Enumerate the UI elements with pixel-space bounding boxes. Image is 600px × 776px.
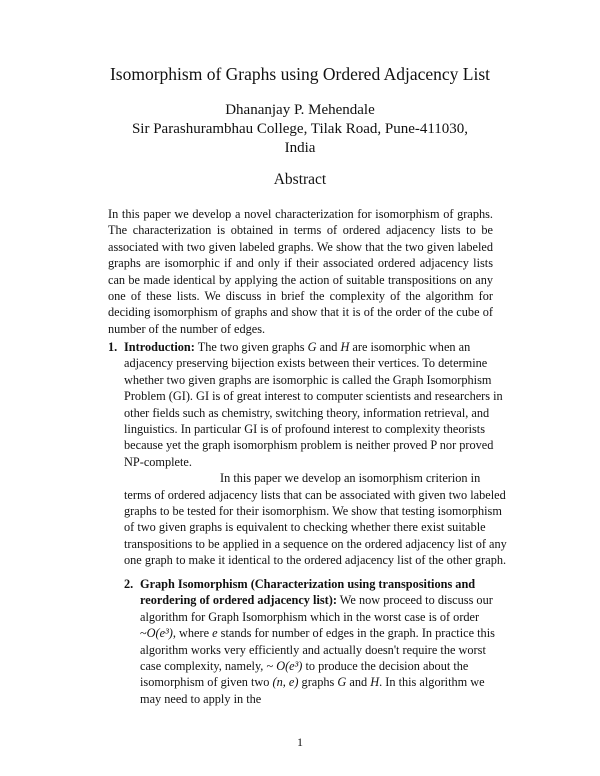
text-run: stands for number of edges in the graph. In practice this algorithm works very efficiently and actually doesn't require the worst case complexity, namely, ~ bbox=[140, 626, 495, 674]
section-number: 1. bbox=[108, 340, 118, 354]
affiliation-line-1: Sir Parashurambhau College, Tilak Road, Pune-411030, bbox=[131, 121, 469, 137]
affiliation-line-2: India bbox=[284, 140, 316, 156]
math-symbol: H bbox=[370, 675, 380, 690]
text-run: are isomorphic when an adjacency preserving bijection exists between their vertices. To determine whether two given graphs are isomorphic is called the Graph Isomorphism Problem (GI). GI is of great interest to computer scientists and researchers in other fields such as chemistry, switching theory, information retrieval, and linguistics. In particular GI is of profound interest to complexity theorists because yet the graph isomorphism problem is neither proved P nor proved NP-complete. bbox=[124, 340, 503, 469]
text-run: We now proceed to discuss our algorithm for Graph Isomorphism which in the worst case is of order ~ bbox=[140, 593, 493, 641]
section2-paragraph bbox=[140, 576, 508, 707]
section-introduction bbox=[108, 339, 508, 569]
text-run: , where bbox=[172, 626, 213, 641]
paper-title: Isomorphism of Graphs using Ordered Adjacency List bbox=[109, 64, 491, 84]
text-run: and bbox=[346, 675, 371, 690]
section-graph-isomorphism bbox=[124, 576, 508, 707]
math-expression: O(e³) bbox=[146, 626, 173, 641]
math-expression: O(e³) bbox=[276, 659, 303, 674]
text-run: and bbox=[316, 340, 341, 354]
section-number: 2. bbox=[124, 577, 134, 591]
intro-paragraph-2: In this paper we develop an isomorphism criterion in terms of ordered adjacency lists that can be associated with given two labeled graphs to be tested for their isomorphism. We show that testing isomorphism of two given graphs is equivalent to checking whether there exist suitable transpositions to be applied in a sequence on the ordered adjacency list of any one graph to make it identical to the ordered adjacency list of the other graph. bbox=[124, 471, 507, 568]
text-run: . In this algorithm we may need to apply in the bbox=[140, 675, 485, 706]
author-name: Dhananjay P. Mehendale bbox=[225, 102, 375, 118]
math-symbol: e bbox=[212, 626, 218, 641]
intro-paragraph-1 bbox=[124, 339, 508, 470]
math-symbol: G bbox=[337, 675, 347, 690]
text-run: to produce the decision about the isomorphism of given two bbox=[140, 659, 469, 690]
author-block bbox=[0, 101, 600, 158]
section-body bbox=[124, 339, 508, 569]
section-body bbox=[140, 576, 508, 707]
math-symbol: H bbox=[340, 340, 350, 354]
text-run: graphs bbox=[298, 675, 338, 690]
page-number: 1 bbox=[297, 735, 303, 749]
text-run: The two given graphs bbox=[197, 340, 308, 354]
math-expression: (n, e) bbox=[272, 675, 299, 690]
abstract-text: In this paper we develop a novel characterization for isomorphism of graphs. The characterization is obtained in terms of ordered adjacency lists to be associated with two given labeled graphs. We show that the two given labeled graphs are isomorphic if and only if their associated ordered adjacency lists can be made identical by applying the action of suitable transpositions on any one of these lists. We discuss in brief the complexity of the algorithm for deciding isomorphism of graphs and show that it is of the order of the cube of number of the number of edges. bbox=[108, 207, 493, 336]
section-heading: Introduction: bbox=[124, 340, 195, 354]
math-symbol: G bbox=[307, 340, 317, 354]
abstract-heading: Abstract bbox=[273, 171, 327, 188]
section-heading: Graph Isomorphism (Characterization using transpositions and reordering of ordered adjacency list): bbox=[140, 577, 476, 608]
